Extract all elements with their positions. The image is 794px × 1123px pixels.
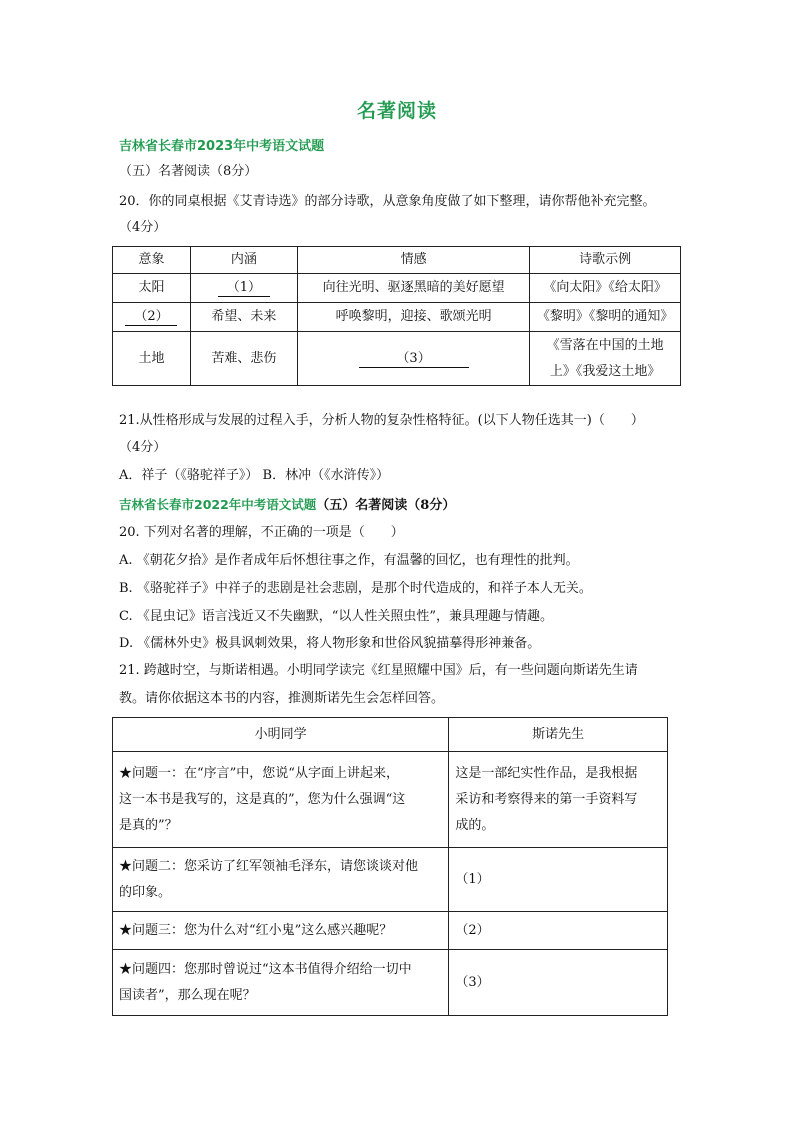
cell-meaning: 苦难、悲伤 (190, 332, 297, 386)
option-c: C. 《昆虫记》语言浅近又不失幽默，“以人性关照虫性”，兼具理趣与情趣。 (119, 609, 554, 624)
answer-line: 这是一部纪实性作品，是我根据 (455, 765, 638, 781)
header-cell: 斯诺先生 (449, 718, 668, 752)
question-cell: ★问题三：您为什么对“红小鬼”这么感兴趣呢？ (113, 912, 449, 950)
cell-example (530, 332, 681, 386)
question-line: ★问题一：在“序言”中，您说“从字面上讲起来， (119, 765, 399, 781)
question-line: 国读者”，那么现在呢？ (119, 987, 256, 1003)
page-title: 名著阅读 (356, 100, 437, 122)
table-row (113, 332, 681, 386)
cell-example: 《向太阳》《给太阳》 (530, 274, 681, 303)
option-d: D. 《儒林外史》极具讽刺效果，将人物形象和世俗风貌描摹得形神兼备。 (119, 636, 541, 651)
q21-2023-text: 21.从性格形成与发展的过程入手，分析人物的复杂性格特征。(以下人物任选其一)（ ） (119, 413, 644, 428)
answer-cell (449, 752, 668, 848)
q20-2023-score: （4分） (119, 220, 167, 235)
q21-2022-text: 21. 跨越时空，与斯诺相遇。小明同学读完《红星照耀中国》后，有一些问题向斯诺先生请 (119, 663, 638, 678)
cell-example: 《黎明》《黎明的通知》 (530, 303, 681, 332)
header-cell: 小明同学 (113, 718, 449, 752)
cell-meaning: 希望、未来 (190, 303, 297, 332)
section-2022-part: （五）名著阅读（8分） (316, 498, 456, 513)
section-2023-part: （五）名著阅读（8分） (119, 164, 258, 179)
blank-1[interactable]: （1） (218, 280, 270, 297)
table-row (113, 303, 681, 332)
header-cell: 情感 (297, 247, 530, 274)
table-row (113, 848, 668, 912)
snow-qa-table (112, 717, 668, 1016)
answer-cell[interactable]: （3） (449, 950, 668, 1016)
cell-image (113, 303, 191, 332)
example-line: 《雪落在中国的土地 (546, 337, 664, 353)
cell-image: 太阳 (113, 274, 191, 303)
table-row (113, 950, 668, 1016)
section-2023-heading: 吉林省长春市2023年中考语文试题 (119, 139, 325, 154)
cell-emotion: 向往光明、驱逐黑暗的美好愿望 (297, 274, 530, 303)
example-line: 上》《我爱这土地》 (549, 363, 661, 379)
header-cell: 诗歌示例 (530, 247, 681, 274)
answer-cell[interactable]: （1） (449, 848, 668, 912)
question-cell (113, 848, 449, 912)
q21-2022-text-cont: 教。请你依据这本书的内容，推测斯诺先生会怎样回答。 (119, 691, 445, 706)
q21-2023-score: （4分） (119, 440, 167, 455)
cell-emotion (297, 332, 530, 386)
blank-3[interactable]: （3） (359, 351, 469, 368)
question-cell (113, 950, 449, 1016)
table-row (113, 912, 668, 950)
section-2022-heading: 吉林省长春市2022年中考语文试题 (119, 497, 317, 512)
table-header-row (113, 718, 668, 752)
table-row (113, 752, 668, 848)
question-line: ★问题二：您采访了红军领袖毛泽东，请您谈谈对他 (119, 858, 419, 874)
answer-line: 采访和考察得来的第一手资料写 (455, 791, 638, 807)
q20-2022-text: 20. 下列对名著的理解，不正确的一项是（ ） (119, 525, 404, 540)
table-row (113, 274, 681, 303)
question-cell (113, 752, 449, 848)
blank-2[interactable]: （2） (125, 309, 177, 326)
cell-image: 土地 (113, 332, 191, 386)
q20-2023-text: 20．你的同桌根据《艾青诗选》的部分诗歌，从意象角度做了如下整理，请你帮他补充完整。 (119, 194, 656, 209)
question-line: ★问题四：您那时曾说过“这本书值得介绍给一切中 (119, 961, 412, 977)
option-a: A. 《朝花夕拾》是作者成年后怀想往事之作，有温馨的回忆，也有理性的批判。 (119, 553, 579, 568)
cell-meaning (190, 274, 297, 303)
table-header-row (113, 247, 681, 274)
q21-2023-options: A．祥子（《骆驼祥子》） B．林冲（《水浒传》） (119, 468, 390, 483)
header-cell: 内涵 (190, 247, 297, 274)
question-line: 的印象。 (119, 884, 172, 900)
question-line: 是真的”？ (119, 817, 178, 833)
cell-emotion: 呼唤黎明，迎接、歌颂光明 (297, 303, 530, 332)
question-line: 这一本书是我写的，这是真的”，您为什么强调“这 (119, 791, 406, 807)
answer-cell[interactable]: （2） (449, 912, 668, 950)
answer-line: 成的。 (455, 817, 495, 833)
section-2022-heading-line (119, 496, 455, 515)
header-cell: 意象 (113, 247, 191, 274)
imagery-table (112, 246, 681, 386)
option-b: B. 《骆驼祥子》中祥子的悲剧是社会悲剧，是那个时代造成的，和祥子本人无关。 (119, 581, 592, 596)
